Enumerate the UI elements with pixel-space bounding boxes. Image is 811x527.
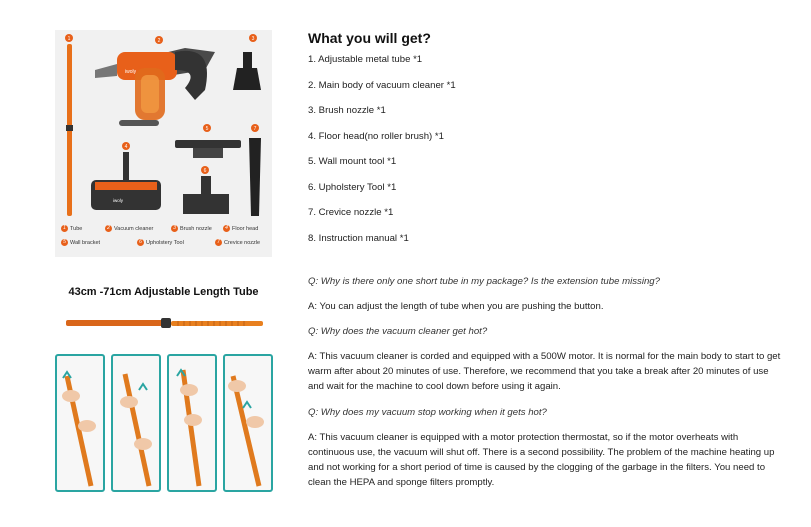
- contents-item: 5. Wall mount tool *1: [308, 156, 397, 167]
- contents-item: 2. Main body of vacuum cleaner *1: [308, 80, 456, 91]
- contents-heading: What you will get?: [308, 30, 431, 46]
- body-brand: iwoly: [125, 69, 137, 75]
- legend-item-wall-bracket: 5 Wall bracket: [61, 239, 100, 246]
- product-parts-image: [55, 30, 272, 257]
- legend-item-tube: 1 Tube: [61, 225, 82, 232]
- legend-item-floor-head: 4 Floor head: [223, 225, 258, 232]
- callout-1: 1: [67, 36, 71, 42]
- callout-6: 6: [203, 168, 207, 174]
- faq-answer-3: A: This vacuum cleaner is equipped with a motor protection thermostat, so if the motor overheats with continuous use, the vacuum will shut off. There is a second possibility. The problem of the machine heating up and not working for a short period of time is caused by the clogging of the garbage in the filters. You need to clean the HEPA and sponge filters promptly.: [308, 432, 775, 488]
- floor-head-brand: iwoly: [113, 198, 124, 203]
- contents-item: 6. Upholstery Tool *1: [308, 182, 397, 193]
- contents-item: 4. Floor head(no roller brush) *1: [308, 131, 444, 142]
- legend-item-upholstery-tool: 6 Upholstery Tool: [137, 239, 184, 246]
- floor-head-part: [91, 152, 161, 210]
- upholstery-tool-part: [183, 176, 229, 214]
- legend-item-vacuum-cleaner: 2 Vacuum cleaner: [105, 225, 153, 232]
- step-image-1: [55, 354, 105, 492]
- faq-question-2: Q: Why does the vacuum cleaner get hot?: [308, 326, 488, 337]
- callout-5: 5: [205, 126, 209, 132]
- vacuum-main-body: [95, 48, 215, 126]
- faq-question-3: Q: Why does my vacuum stop working when it gets hot?: [308, 407, 547, 418]
- contents-section: [308, 30, 788, 52]
- adjustable-tube-image: [66, 313, 266, 333]
- callout-3: 3: [251, 36, 255, 42]
- faq-answer-1: A: You can adjust the length of tube when you are pushing the button.: [308, 301, 604, 312]
- contents-item: 7. Crevice nozzle *1: [308, 207, 394, 218]
- brush-nozzle-part: [233, 52, 261, 90]
- step-image-3: [167, 354, 217, 492]
- callout-7: 7: [253, 126, 257, 132]
- faq-answer-2: A: This vacuum cleaner is corded and equipped with a 500W motor. It is normal for the main body to start to get warm after about 20 minutes of use. Therefore, we recommend that you take a break after 20 minutes of use and wait for the machine to cool down before using it again.: [308, 351, 781, 392]
- crevice-nozzle-part: [249, 138, 261, 216]
- contents-item: 1. Adjustable metal tube *1: [308, 54, 423, 65]
- faq-question-1: Q: Why is there only one short tube in my package? Is the extension tube missing?: [308, 276, 660, 287]
- step-image-2: [111, 354, 161, 492]
- callout-2: 2: [157, 38, 161, 44]
- tube-title: 43cm -71cm Adjustable Length Tube: [68, 286, 259, 298]
- legend-item-brush-nozzle: 3 Brush nozzle: [171, 225, 212, 232]
- tube-adjust-steps: [55, 354, 273, 494]
- callout-4: 4: [124, 144, 128, 150]
- step-image-4: [223, 354, 273, 492]
- legend-item-crevice-nozzle: 7 Crevice nozzle: [215, 239, 260, 246]
- contents-item: 8. Instruction manual *1: [308, 233, 409, 244]
- wall-bracket-part: [175, 140, 241, 158]
- product-parts-illustration: [55, 30, 272, 220]
- contents-item: 3. Brush nozzle *1: [308, 105, 386, 116]
